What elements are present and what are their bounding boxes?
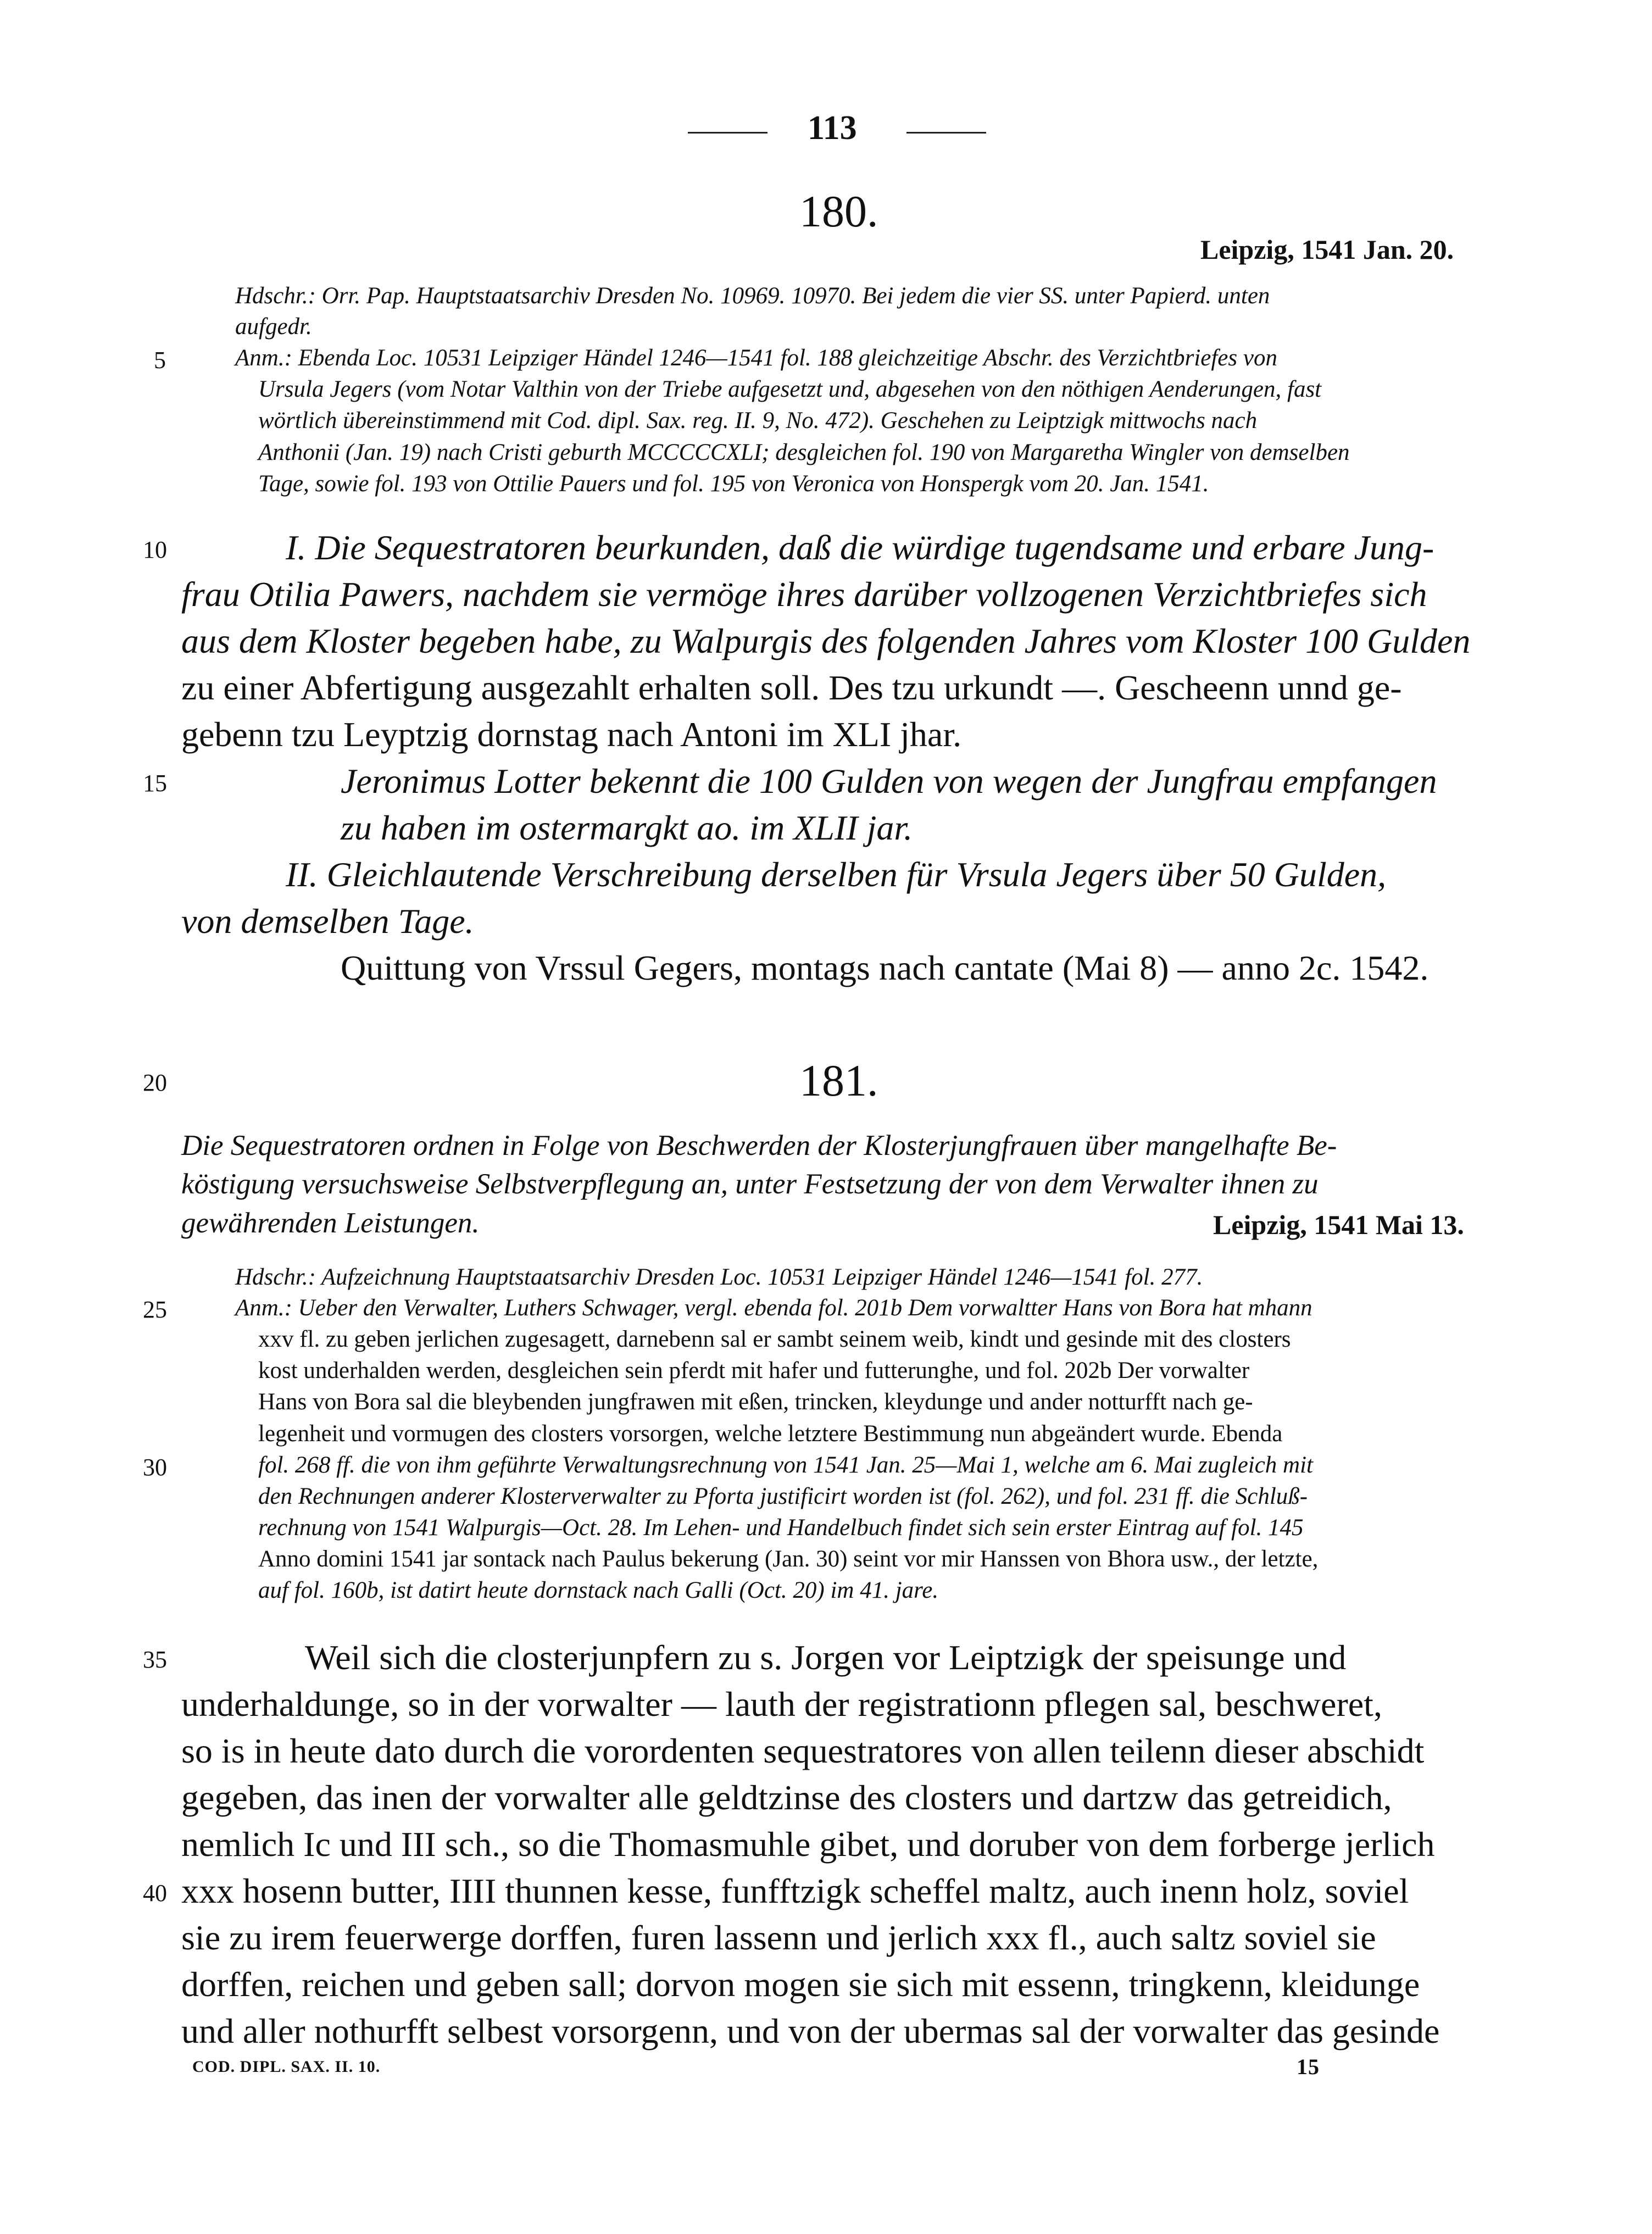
doc181-note-line: Hdschr.: Aufzeichnung Hauptstaatsarchiv Dresden Loc. 10531 Leipziger Händel 1246—1541 fol. 277. [235,1264,1203,1290]
doc181-text-line: nemlich Ic und III sch., so die Thomasmuhle gibet, und doruber von dem forberge jerlich [181,1825,1435,1864]
doc181-place-date: Leipzig, 1541 Mai 13. [1213,1209,1464,1240]
doc181-summary-line: gewährenden Leistungen. [181,1207,480,1239]
doc181-note-line: Anm.: Ueber den Verwalter, Luthers Schwager, vergl. ebenda fol. 201b Dem vorwaltter Hans von Bora hat mhann [235,1295,1312,1321]
line-number: 25 [143,1296,167,1323]
doc181-text-line: xxx hosenn butter, IIII thunnen kesse, funfftzigk scheffel maltz, auch inenn holz, soviel [181,1871,1409,1910]
doc180-number: 180. [799,186,878,236]
line-number: 5 [154,347,166,374]
doc181-summary-line: köstigung versuchsweise Selbstverpflegung an, unter Festsetzung der von dem Verwalter ihnen zu [181,1168,1319,1200]
doc181-text-line: dorffen, reichen und geben sall; dorvon mogen sie sich mit essenn, tringkenn, kleidunge [181,1965,1420,2004]
doc181-note-line: den Rechnungen anderer Klosterverwalter zu Pforta justificirt worden ist (fol. 262), und fol. 231 ff. die Schluß- [258,1483,1308,1509]
line-number: 20 [143,1069,167,1096]
line-number: 10 [143,536,167,563]
doc180-text-line: von demselben Tage. [181,902,474,941]
doc180-note-line: Hdschr.: Orr. Pap. Hauptstaatsarchiv Dresden No. 10969. 10970. Bei jedem die vier SS. unter Papierd. unten [235,283,1270,309]
header-rule-right [906,132,986,134]
line-number: 30 [143,1454,167,1481]
doc181-note-line: Anno domini 1541 jar sontack nach Paulus bekerung (Jan. 30) seint vor mir Hanssen von Bhora usw., der letzte, [258,1546,1319,1572]
doc180-note-line: Anm.: Ebenda Loc. 10531 Leipziger Händel 1246—1541 fol. 188 gleichzeitige Abschr. des Verzichtbriefes von [235,345,1277,371]
doc181-note-line: fol. 268 ff. die von ihm geführte Verwaltungsrechnung von 1541 Jan. 25—Mai 1, welche am 6. Mai zugleich mit [258,1452,1314,1478]
doc180-text-line: gebenn tzu Leyptzig dornstag nach Antoni im XLI jhar. [181,715,962,754]
doc181-text-line: sie zu irem feuerwerge dorffen, furen lassenn und jerlich xxx fl., auch saltz soviel sie [181,1918,1376,1957]
doc181-number: 181. [799,1055,878,1105]
doc180-text-line: Quittung von Vrssul Gegers, montags nach cantate (Mai 8) — anno 2c. 1542. [341,948,1429,987]
doc181-note-line: xxv fl. zu geben jerlichen zugesagett, darnebenn sal er sambt seinem weib, kindt und gesinde mit des closters [258,1326,1291,1352]
line-number: 35 [143,1646,167,1673]
doc181-note-line: kost underhalden werden, desgleichen sein pferdt mit hafer und futterunghe, und fol. 202b Der vorwalter [258,1358,1250,1383]
doc180-note-line: wörtlich übereinstimmend mit Cod. dipl. Sax. reg. II. 9, No. 472). Geschehen zu Leiptzigk mittwochs nach [258,408,1258,434]
doc181-text-line: underhaldunge, so in der vorwalter — lauth der registrationn pflegen sal, beschweret, [181,1685,1382,1724]
doc180-note-line: Tage, sowie fol. 193 von Ottilie Pauers und fol. 195 von Veronica von Honspergk vom 20. Jan. 1541. [258,471,1209,497]
doc180-text-line: zu haben im ostermargkt ao. im XLII jar. [341,808,913,847]
doc180-text-line: aus dem Kloster begeben habe, zu Walpurgis des folgenden Jahres vom Kloster 100 Gulden [181,621,1471,660]
doc181-note-line: auf fol. 160b, ist datirt heute dornstack nach Galli (Oct. 20) im 41. jare. [258,1577,939,1603]
footer-sheet-number: 15 [1297,2054,1320,2079]
doc181-note-line: rechnung von 1541 Walpurgis—Oct. 28. Im Lehen- und Handelbuch findet sich sein erster Eintrag auf fol. 145 [258,1515,1304,1541]
doc180-text-line: II. Gleichlautende Verschreibung derselben für Vrsula Jegers über 50 Gulden, [286,855,1387,894]
doc181-summary-line: Die Sequestratoren ordnen in Folge von Beschwerden der Klosterjungfrauen über mangelhafte Be- [181,1130,1337,1162]
doc181-note-line: Hans von Bora sal die bleybenden jungfrawen mit eßen, trincken, kleydunge und ander notturfft nach ge- [258,1389,1253,1415]
doc180-note-line: Anthonii (Jan. 19) nach Cristi geburth MCCCCCXLI; desgleichen fol. 190 von Margaretha Wingler von demselben [258,440,1350,465]
header-rule-left [688,132,767,134]
doc180-text-line: Jeronimus Lotter bekennt die 100 Gulden von wegen der Jungfrau empfangen [341,762,1437,801]
doc180-text-line: zu einer Abfertigung ausgezahlt erhalten soll. Des tzu urkundt —. Gescheenn unnd ge- [181,668,1402,707]
doc181-text-line: und aller nothurfft selbest vorsorgenn, und von der ubermas sal der vorwalter das gesinde [181,2011,1440,2050]
doc181-text-line: gegeben, das inen der vorwalter alle geldtzinse des closters und dartzw das getreidich, [181,1778,1392,1817]
doc180-note-line: aufgedr. [235,314,312,340]
page-number: 113 [808,109,857,147]
line-number: 40 [143,1880,167,1907]
doc180-text-line: I. Die Sequestratoren beurkunden, daß die würdige tugendsame und erbare Jung- [286,528,1434,567]
doc181-text-line: Weil sich die closterjunpfern zu s. Jorgen vor Leiptzigk der speisunge und [305,1638,1347,1677]
doc180-text-line: frau Otilia Pawers, nachdem sie vermöge ihres darüber vollzogenen Verzichtbriefes sich [181,575,1427,614]
doc180-place-date: Leipzig, 1541 Jan. 20. [1200,234,1454,265]
doc180-note-line: Ursula Jegers (vom Notar Valthin von der Triebe aufgesetzt und, abgesehen von den nöthigen Aenderungen, fast [258,376,1322,402]
line-number: 15 [143,770,167,797]
doc181-text-line: so is in heute dato durch die vorordenten sequestratores von allen teilenn dieser abschidt [181,1731,1425,1770]
doc181-note-line: legenheit und vormugen des closters vorsorgen, welche letztere Bestimmung nun abgeändert wurde. Ebenda [258,1421,1283,1447]
footer-signature: COD. DIPL. SAX. II. 10. [192,2058,381,2076]
